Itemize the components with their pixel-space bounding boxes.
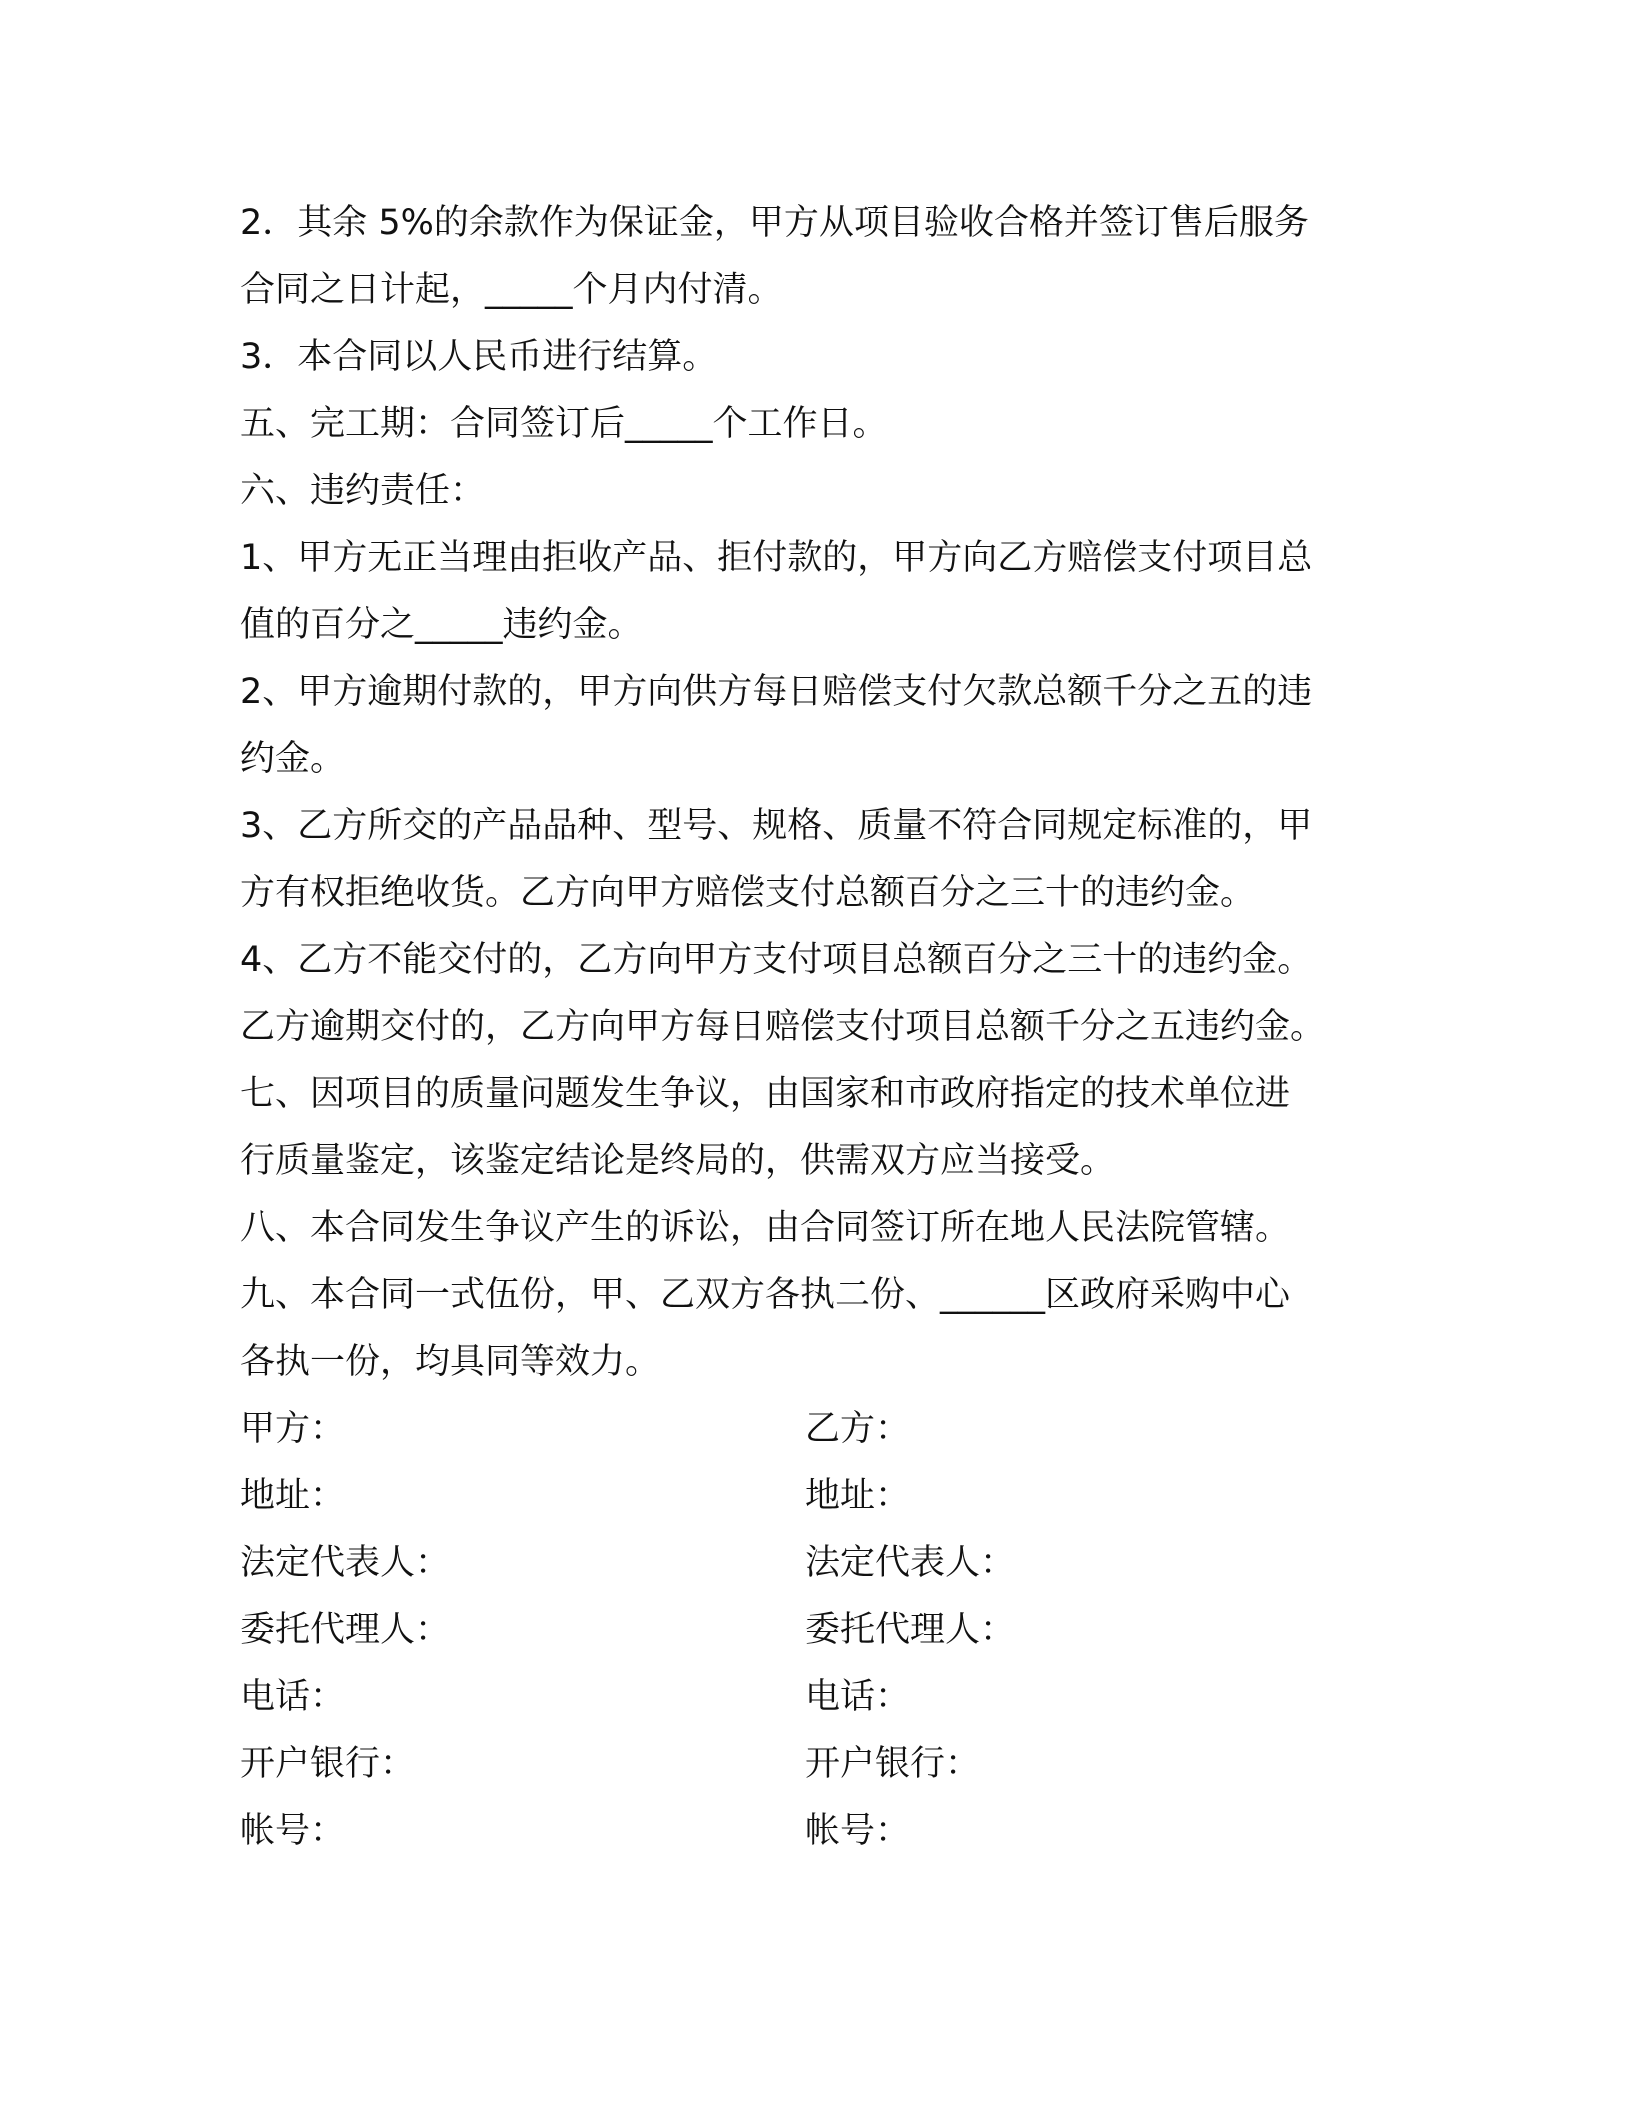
- party-b-legal-rep-label: 法定代表人：: [805, 1543, 1016, 1583]
- party-a-bank-label: 开户银行：: [240, 1744, 416, 1784]
- text-line: 方有权拒绝收货。乙方向甲方赔偿支付总额百分之三十的违约金。: [240, 873, 1256, 913]
- party-a-address-label: 地址：: [240, 1476, 346, 1516]
- clause-6-3: [240, 793, 1380, 927]
- party-a-account-label: 帐号：: [240, 1811, 346, 1851]
- clause-6-4: [240, 927, 1380, 1061]
- signature-row-agent: [240, 1597, 1380, 1664]
- party-a-agent-label: 委托代理人：: [240, 1610, 451, 1650]
- signature-row-legal-rep: [240, 1530, 1380, 1597]
- text-line: 3．本合同以人民币进行结算。: [240, 337, 718, 377]
- party-b-bank-label: 开户银行：: [805, 1744, 981, 1784]
- signature-row-party: [240, 1396, 1380, 1463]
- party-a-label: 甲方：: [240, 1409, 346, 1449]
- text-line: 行质量鉴定，该鉴定结论是终局的，供需双方应当接受。: [240, 1141, 1116, 1181]
- clause-4-3: [240, 324, 1380, 391]
- clause-6-1: [240, 525, 1380, 659]
- clause-4-2: [240, 190, 1380, 324]
- text-line: 2、甲方逾期付款的，甲方向供方每日赔偿支付欠款总额千分之五的违: [240, 672, 1313, 712]
- clause-9: [240, 1262, 1380, 1396]
- text-line: 五、完工期：合同签订后_____个工作日。: [240, 404, 888, 444]
- text-line: 各执一份，均具同等效力。: [240, 1342, 661, 1382]
- signature-row-address: [240, 1463, 1380, 1530]
- party-b-label: 乙方：: [805, 1409, 911, 1449]
- party-b-agent-label: 委托代理人：: [805, 1610, 1016, 1650]
- clause-5-completion: [240, 391, 1380, 458]
- clause-6-2: [240, 659, 1380, 793]
- text-line: 2．其余 5%的余款作为保证金，甲方从项目验收合格并签订售后服务: [240, 203, 1309, 243]
- text-line: 八、本合同发生争议产生的诉讼，由合同签订所在地人民法院管辖。: [240, 1208, 1291, 1248]
- signature-row-account: [240, 1798, 1380, 1865]
- text-line: 七、因项目的质量问题发生争议，由国家和市政府指定的技术单位进: [240, 1074, 1291, 1114]
- clause-7: [240, 1061, 1380, 1195]
- contract-page: [240, 190, 1380, 1865]
- clause-6-heading: [240, 458, 1380, 525]
- signature-row-phone: [240, 1664, 1380, 1731]
- party-a-legal-rep-label: 法定代表人：: [240, 1543, 451, 1583]
- signature-row-bank: [240, 1731, 1380, 1798]
- text-line: 九、本合同一式伍份，甲、乙双方各执二份、______区政府采购中心: [240, 1275, 1291, 1315]
- text-line: 4、乙方不能交付的，乙方向甲方支付项目总额百分之三十的违约金。: [240, 940, 1313, 980]
- clause-8: [240, 1195, 1380, 1262]
- text-line: 合同之日计起，_____个月内付清。: [240, 270, 783, 310]
- text-line: 六、违约责任：: [240, 471, 486, 511]
- text-line: 值的百分之_____违约金。: [240, 605, 643, 645]
- text-line: 1、甲方无正当理由拒收产品、拒付款的，甲方向乙方赔偿支付项目总: [240, 538, 1313, 578]
- party-a-phone-label: 电话：: [240, 1677, 346, 1717]
- text-line: 3、乙方所交的产品品种、型号、规格、质量不符合同规定标准的，甲: [240, 806, 1313, 846]
- party-b-phone-label: 电话：: [805, 1677, 911, 1717]
- text-line: 约金。: [240, 739, 346, 779]
- party-b-address-label: 地址：: [805, 1476, 911, 1516]
- signature-block: [240, 1396, 1380, 1865]
- party-b-account-label: 帐号：: [805, 1811, 911, 1851]
- text-line: 乙方逾期交付的，乙方向甲方每日赔偿支付项目总额千分之五违约金。: [240, 1007, 1326, 1047]
